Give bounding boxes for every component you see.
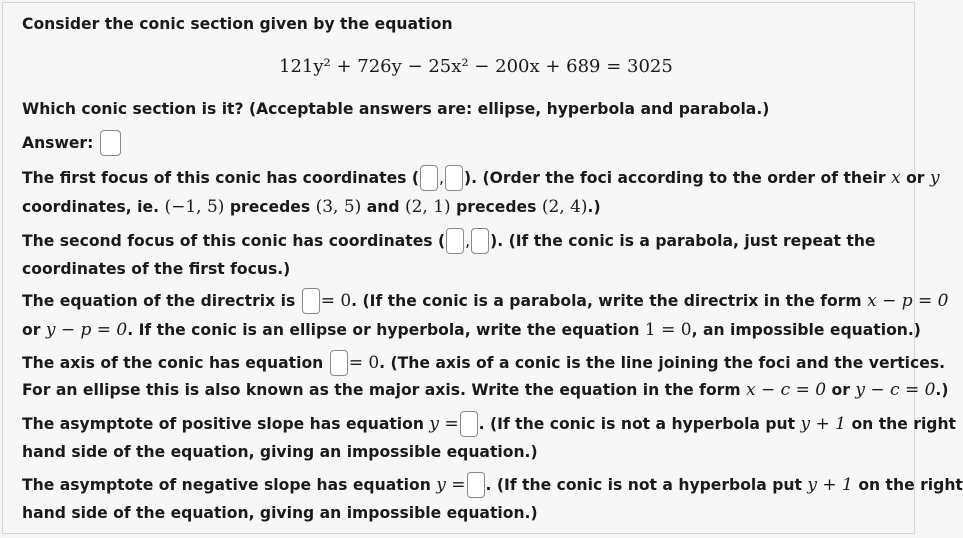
question-type-text: Which conic section is it? (Acceptable answers are: ellipse, hyperbola and parabola.): [22, 100, 770, 118]
equation-text: 121y² + 726y − 25x² − 200x + 689 = 3025: [279, 56, 673, 77]
example-point-1: (−1, 5): [164, 197, 225, 217]
asymptote-pos-suffix: . (If the conic is not a hyperbola put: [478, 415, 796, 433]
equals-zero: = 0: [320, 291, 352, 311]
example-point-4: (2, 4): [541, 197, 588, 217]
focus1-line1: [22, 165, 940, 191]
axis-suffix: . (The axis of a conic is the line joining the foci and the vertices.: [379, 354, 946, 372]
comma: ,: [465, 232, 471, 250]
or-text: or: [831, 381, 850, 399]
axis-line2: [22, 380, 948, 400]
math-x: x: [891, 168, 901, 188]
axis-end: .): [935, 381, 949, 399]
axis-input[interactable]: [330, 350, 348, 376]
asymptote-neg-input[interactable]: [467, 472, 485, 498]
and-text: and: [366, 198, 400, 216]
asymptote-pos-prefix: The asymptote of positive slope has equation: [22, 415, 424, 433]
focus2-x-input[interactable]: [446, 228, 464, 254]
conic-type-input[interactable]: [100, 130, 121, 156]
asymptote-neg-suffix: . (If the conic is not a hyperbola put: [485, 476, 802, 494]
answer-row: [22, 130, 122, 156]
axis-line1: [22, 350, 945, 376]
focus2-line2: [22, 259, 290, 279]
asymptote-pos-line2: [22, 442, 538, 462]
directrix-end: , an impossible equation.): [691, 321, 921, 339]
conic-equation: [279, 56, 673, 77]
answer-label: Answer:: [22, 134, 94, 152]
on-right-text: on the right: [851, 415, 957, 433]
focus2-line1: [22, 228, 876, 254]
directrix-line1: [22, 288, 948, 314]
asymptote-pos-input[interactable]: [460, 411, 478, 437]
question-card: [2, 2, 963, 534]
or-text: or: [906, 169, 925, 187]
focus1-prefix: The first focus of this conic has coordinates (: [22, 169, 420, 187]
axis-note: For an ellipse this is also known as the major axis. Write the equation in the form: [22, 381, 741, 399]
y-plus-one: y + 1: [800, 414, 847, 434]
or-text: or: [22, 321, 41, 339]
focus2-prefix: The second focus of this conic has coordinates (: [22, 232, 446, 250]
intro-text: [22, 14, 453, 34]
asymptote-neg-prefix: The asymptote of negative slope has equation: [22, 476, 431, 494]
asymptote-neg-note: hand side of the equation, giving an impossible equation.): [22, 504, 538, 522]
precedes-text: precedes: [456, 198, 537, 216]
equals-zero: = 0: [348, 353, 380, 373]
focus2-note: coordinates of the first focus.): [22, 260, 291, 278]
y-plus-one: y + 1: [807, 475, 853, 495]
asymptote-neg-line1: [22, 472, 963, 498]
focus1-line2: [22, 197, 601, 217]
impossible-equation: 1 = 0: [644, 320, 692, 340]
directrix-form-x: x − p = 0: [867, 291, 949, 311]
y-equals: y =: [436, 475, 466, 495]
directrix-line2: [22, 320, 921, 340]
closing-text: .): [587, 198, 601, 216]
asymptote-pos-line1: [22, 411, 956, 437]
example-point-2: (3, 5): [315, 197, 362, 217]
y-equals: y =: [429, 414, 459, 434]
axis-prefix: The axis of the conic has equation: [22, 354, 324, 372]
coordinates-text: coordinates, ie.: [22, 198, 160, 216]
directrix-form-y: y − p = 0: [45, 320, 128, 340]
focus2-suffix: ). (If the conic is a parabola, just repeat the: [490, 232, 876, 250]
focus1-suffix: ). (Order the foci according to the order of their: [464, 169, 886, 187]
asymptote-pos-note: hand side of the equation, giving an impossible equation.): [22, 443, 538, 461]
precedes-text: precedes: [229, 198, 311, 216]
example-point-3: (2, 1): [404, 197, 451, 217]
focus1-x-input[interactable]: [420, 165, 438, 191]
focus1-y-input[interactable]: [445, 165, 463, 191]
axis-form-y: y − c = 0: [855, 380, 936, 400]
math-y: y: [929, 168, 940, 188]
directrix-input[interactable]: [302, 288, 320, 314]
on-right-text: on the right: [858, 476, 963, 494]
comma: ,: [439, 169, 444, 187]
directrix-suffix: . (If the conic is a parabola, write the directrix in the form: [351, 292, 862, 310]
focus2-y-input[interactable]: [471, 228, 489, 254]
question-type: [22, 99, 769, 119]
intro-label: Consider the conic section given by the equation: [22, 15, 453, 33]
axis-form-x: x − c = 0: [746, 380, 827, 400]
directrix-ellipse-note: . If the conic is an ellipse or hyperbola, write the equation: [127, 321, 640, 339]
directrix-prefix: The equation of the directrix is: [22, 292, 296, 310]
asymptote-neg-line2: [22, 503, 538, 523]
